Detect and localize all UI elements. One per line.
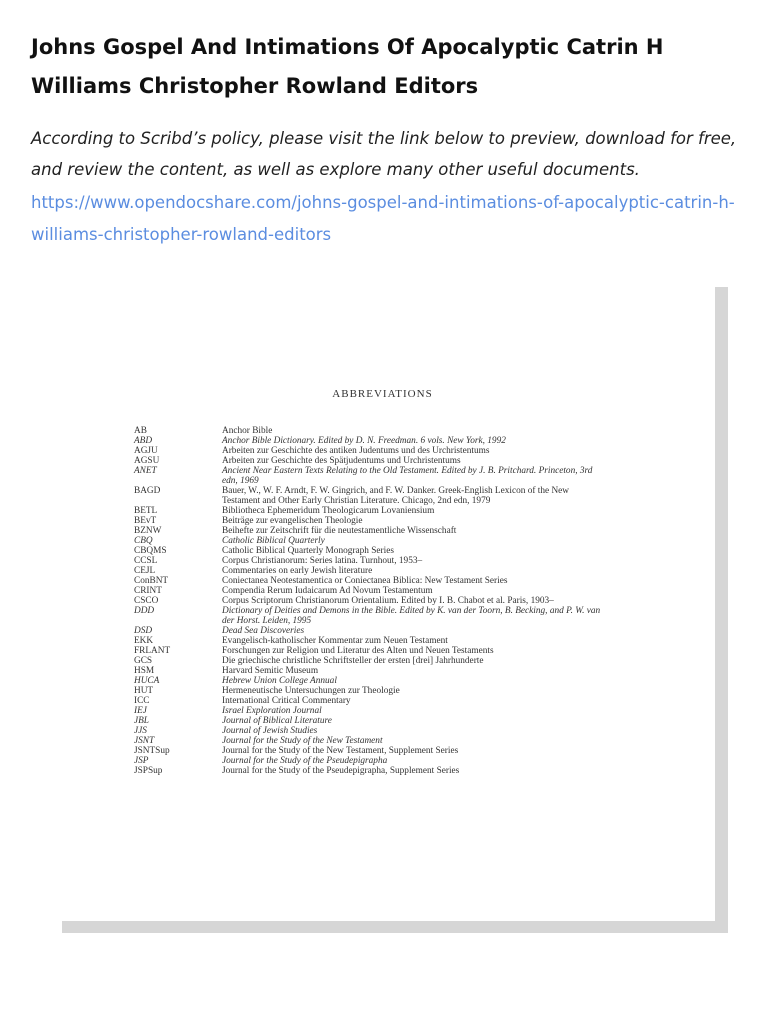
abbreviation-key: HUT xyxy=(134,686,154,696)
abbreviation-key: AGJU xyxy=(134,446,158,456)
abbreviation-row xyxy=(134,506,604,516)
abbreviation-expansion: Dictionary of Deities and Demons in the Bible. Edited by K. van der Toorn, B. Becking, and P. W. van der Horst. Leiden, 1995 xyxy=(222,606,601,626)
abbreviation-expansion: Beihefte zur Zeitschrift für die neutestamentliche Wissenschaft xyxy=(222,526,457,536)
abbreviation-key: HUCA xyxy=(134,676,160,686)
abbreviation-expansion: Israel Exploration Journal xyxy=(222,706,322,716)
abbreviation-key: BETL xyxy=(134,506,158,516)
abbreviation-row xyxy=(134,436,604,446)
abbreviation-key: CSCO xyxy=(134,596,159,606)
abbreviation-row xyxy=(134,686,604,696)
abbreviation-row xyxy=(134,736,604,746)
abbreviation-row xyxy=(134,426,604,436)
abbreviation-row xyxy=(134,546,604,556)
abbreviation-row xyxy=(134,536,604,546)
abbreviation-row xyxy=(134,636,604,646)
abbreviation-key: DDD xyxy=(134,606,155,616)
abbreviation-key: GCS xyxy=(134,656,153,666)
abbreviation-expansion: Catholic Biblical Quarterly Monograph Series xyxy=(222,546,394,556)
abbreviation-expansion: Evangelisch-katholischer Kommentar zum Neuen Testament xyxy=(222,636,448,646)
abbreviation-key: AB xyxy=(134,426,147,436)
abbreviation-expansion: Journal of Biblical Literature xyxy=(222,716,332,726)
abbreviation-row xyxy=(134,596,604,606)
abbreviation-key: EKK xyxy=(134,636,154,646)
abbreviation-key: CBQ xyxy=(134,536,153,546)
abbreviation-key: CEJL xyxy=(134,566,156,576)
abbreviation-expansion: Catholic Biblical Quarterly xyxy=(222,536,325,546)
intro-text: According to Scribd’s policy, please visit the link below to preview, download for free, and review the content, as well as explore many other useful documents. xyxy=(31,129,737,179)
abbreviation-key: BEvT xyxy=(134,516,157,526)
abbreviation-row xyxy=(134,486,604,506)
abbreviation-expansion: Journal of Jewish Studies xyxy=(222,726,318,736)
abbreviation-expansion: Anchor Bible Dictionary. Edited by D. N. Freedman. 6 vols. New York, 1992 xyxy=(222,436,506,446)
abbreviation-key: ConBNT xyxy=(134,576,169,586)
abbreviation-expansion: International Critical Commentary xyxy=(222,696,351,706)
abbreviation-expansion: Coniectanea Neotestamentica or Coniectanea Biblica: New Testament Series xyxy=(222,576,508,586)
abbreviation-key: JBL xyxy=(134,716,149,726)
abbreviation-row xyxy=(134,656,604,666)
abbreviation-row xyxy=(134,446,604,456)
abbreviation-row xyxy=(134,706,604,716)
abbreviation-key: ICC xyxy=(134,696,150,706)
abbreviation-expansion: Harvard Semitic Museum xyxy=(222,666,319,676)
abbreviation-row xyxy=(134,766,604,776)
abbreviation-expansion: Journal for the Study of the New Testament, Supplement Series xyxy=(222,746,459,756)
abbreviation-expansion: Corpus Scriptorum Christianorum Orientalium. Edited by I. B. Chabot et al. Paris, 1903– xyxy=(222,596,554,606)
abbreviation-row xyxy=(134,716,604,726)
abbreviation-expansion: Corpus Christianorum: Series latina. Turnhout, 1953– xyxy=(222,556,423,566)
abbreviation-row xyxy=(134,516,604,526)
abbreviation-row xyxy=(134,556,604,566)
abbreviation-row xyxy=(134,566,604,576)
abbreviation-key: FRLANT xyxy=(134,646,171,656)
abbreviation-expansion: Journal for the Study of the New Testament xyxy=(222,736,383,746)
abbreviation-key: DSD xyxy=(134,626,153,636)
abbreviation-key: JJS xyxy=(134,726,147,736)
abbreviation-key: JSP xyxy=(134,756,149,766)
abbreviation-expansion: Forschungen zur Religion und Literatur des Alten und Neuen Testaments xyxy=(222,646,494,656)
abbreviation-key: BZNW xyxy=(134,526,162,536)
abbreviation-row xyxy=(134,696,604,706)
abbreviation-expansion: Journal for the Study of the Pseudepigrapha, Supplement Series xyxy=(222,766,460,776)
abbreviation-expansion: Bauer, W., W. F. Arndt, F. W. Gingrich, and F. W. Danker. Greek-English Lexicon of the New Testament and Other Early Christian Literature. Chicago, 2nd edn, 1979 xyxy=(222,486,570,506)
abbreviation-expansion: Hermeneutische Untersuchungen zur Theologie xyxy=(222,686,400,696)
abbreviation-expansion: Arbeiten zur Geschichte des antiken Judentums und des Urchristentums xyxy=(222,446,490,456)
abbreviation-key: ANET xyxy=(134,466,157,476)
abbreviation-row xyxy=(134,466,604,486)
abbreviation-row xyxy=(134,526,604,536)
page-title: Johns Gospel And Intimations Of Apocalyptic Catrin H Williams Christopher Rowland Editors xyxy=(31,35,664,98)
abbreviation-expansion: Beiträge zur evangelischen Theologie xyxy=(222,516,363,526)
abbreviation-key: CRINT xyxy=(134,586,162,596)
abbreviation-expansion: Hebrew Union College Annual xyxy=(222,676,337,686)
abbreviation-key: AGSU xyxy=(134,456,160,466)
abbreviation-key: JSNTSup xyxy=(134,746,170,756)
abbreviation-row xyxy=(134,746,604,756)
abbreviation-row xyxy=(134,456,604,466)
abbreviation-row xyxy=(134,606,604,626)
abbreviations-list xyxy=(134,426,604,776)
abbreviation-expansion: Commentaries on early Jewish literature xyxy=(222,566,373,576)
document-link[interactable]: https://www.opendocshare.com/johns-gospel-and-intimations-of-apocalyptic-catrin-h-williams-christopher-rowland-editors xyxy=(31,193,735,244)
abbreviation-key: CBQMS xyxy=(134,546,167,556)
abbreviation-expansion: Die griechische christliche Schriftsteller der ersten [drei] Jahrhunderte xyxy=(222,656,484,666)
abbreviation-row xyxy=(134,726,604,736)
abbreviation-expansion: Anchor Bible xyxy=(222,426,273,436)
abbreviation-key: JSNT xyxy=(134,736,155,746)
abbreviation-key: BAGD xyxy=(134,486,161,496)
abbreviation-row xyxy=(134,626,604,636)
abbreviation-row xyxy=(134,676,604,686)
abbreviation-expansion: Compendia Rerum Iudaicarum Ad Novum Testamentum xyxy=(222,586,433,596)
abbreviation-key: JSPSup xyxy=(134,766,163,776)
abbreviation-expansion: Ancient Near Eastern Texts Relating to the Old Testament. Edited by J. B. Pritchard. Princeton, 3rd edn, 1969 xyxy=(222,466,593,486)
abbreviation-key: IEJ xyxy=(134,706,147,716)
abbreviation-expansion: Arbeiten zur Geschichte des Spätjudentums und Urchristentums xyxy=(222,456,461,466)
abbreviations-heading: ABBREVIATIONS xyxy=(332,388,433,400)
abbreviation-key: CCSL xyxy=(134,556,158,566)
abbreviation-expansion: Bibliotheca Ephemeridum Theologicarum Lovaniensium xyxy=(222,506,435,516)
abbreviation-key: HSM xyxy=(134,666,155,676)
abbreviation-row xyxy=(134,646,604,656)
document-preview-page[interactable] xyxy=(50,287,715,921)
abbreviation-row xyxy=(134,576,604,586)
abbreviation-expansion: Dead Sea Discoveries xyxy=(222,626,305,636)
abbreviation-row xyxy=(134,756,604,766)
abbreviation-key: ABD xyxy=(134,436,153,446)
abbreviation-row xyxy=(134,666,604,676)
abbreviation-row xyxy=(134,586,604,596)
abbreviation-expansion: Journal for the Study of the Pseudepigrapha xyxy=(222,756,388,766)
